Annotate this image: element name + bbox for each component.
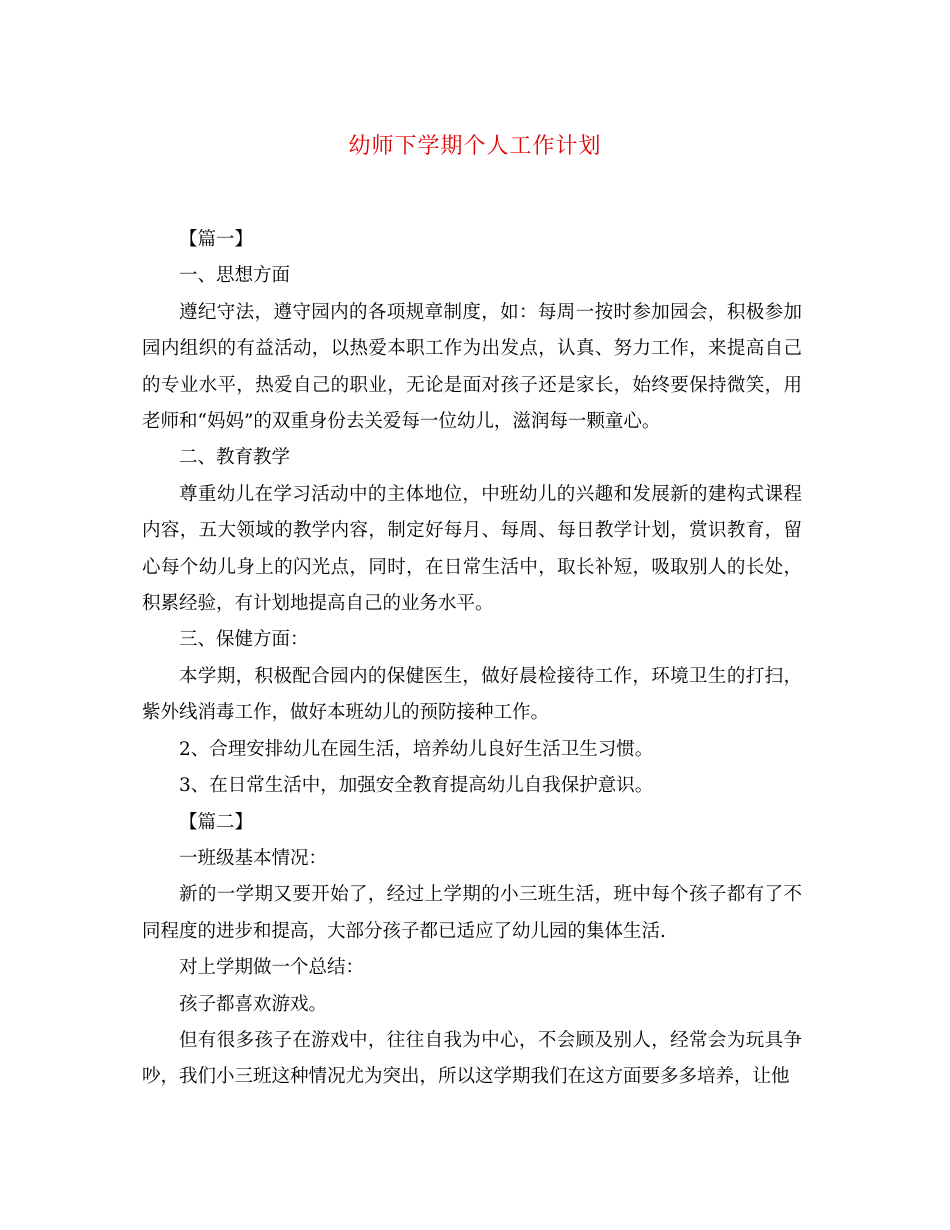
paragraph-children-games: 孩子都喜欢游戏。 bbox=[179, 993, 328, 1015]
subheading-ideology: 一、思想方面 bbox=[179, 265, 291, 287]
paragraph-games-issue: 但有很多孩子在游戏中，往往自我为中心，不会顾及别人，经常会为玩具争吵，我们小三班这种情况尤为突出，所以这学期我们在这方面要多多培养，让他 bbox=[142, 1029, 802, 1088]
subheading-class-situation: 一班级基本情况： bbox=[179, 847, 328, 869]
section-heading-part-two: 【篇二】 bbox=[179, 811, 254, 833]
paragraph-item-2: 2、合理安排幼儿在园生活，培养幼儿良好生活卫生习惯。 bbox=[179, 738, 654, 760]
paragraph-healthcare: 本学期，积极配合园内的保健医生，做好晨检接待工作，环境卫生的打扫，紫外线消毒工作，做好本班幼儿的预防接种工作。 bbox=[142, 665, 802, 724]
document-title: 幼师下学期个人工作计划 bbox=[348, 134, 602, 159]
section-heading-part-one: 【篇一】 bbox=[179, 229, 254, 250]
paragraph-item-3: 3、在日常生活中，加强安全教育提高幼儿自我保护意识。 bbox=[179, 775, 654, 797]
paragraph-teaching: 尊重幼儿在学习活动中的主体地位，中班幼儿的兴趣和发展新的建构式课程内容，五大领域的教学内容，制定好每月、每周、每日教学计划，赏识教育，留心每个幼儿身上的闪光点，同时，在日常生活中，取长补短，吸取别人的长处，积累经验，有计划地提高自己的业务水平。 bbox=[142, 483, 802, 615]
paragraph-ideology: 遵纪守法，遵守园内的各项规章制度，如：每周一按时参加园会，积极参加园内组织的有益活动，以热爱本职工作为出发点，认真、努力工作，来提高自己的专业水平，热爱自己的职业，无论是面对孩子还是家长，始终要保持微笑，用老师和“妈妈”的双重身份去关爱每一位幼儿，滋润每一颗童心。 bbox=[142, 301, 802, 433]
paragraph-new-semester: 新的一学期又要开始了，经过上学期的小三班生活，班中每个孩子都有了不同程度的进步和提高，大部分孩子都已适应了幼儿园的集体生活. bbox=[142, 884, 802, 942]
document-body bbox=[142, 222, 802, 1096]
subheading-healthcare: 三、保健方面： bbox=[179, 629, 309, 651]
subheading-summary: 对上学期做一个总结： bbox=[179, 957, 365, 979]
subheading-teaching: 二、教育教学 bbox=[179, 447, 291, 469]
